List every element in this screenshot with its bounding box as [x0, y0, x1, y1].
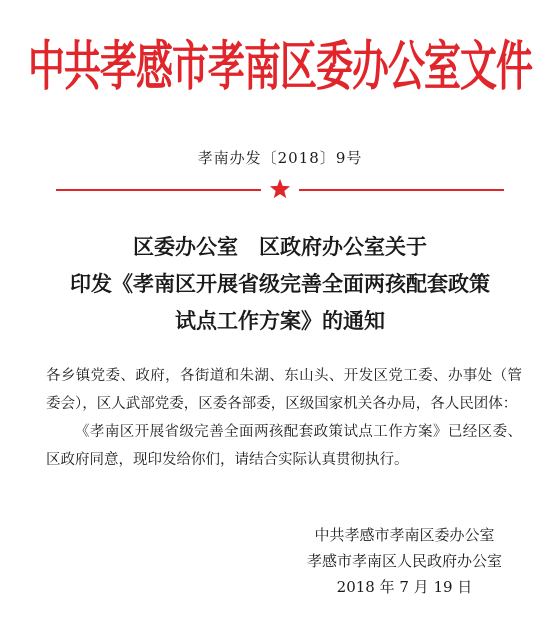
notice-title-line-2: 印发《孝南区开展省级完善全面两孩配套政策	[70, 271, 490, 296]
notice-title-line-1: 区委办公室 区政府办公室关于	[133, 234, 427, 259]
signature-date: 2018 年 7 月 19 日	[336, 578, 473, 596]
divider-line-left	[56, 189, 261, 191]
signature-block	[307, 522, 502, 600]
main-paragraph: 《孝南区开展省级完善全面两孩配套政策试点工作方案》已经区委、区政府同意，现印发给你们，请结合实际认真贯彻执行。	[46, 424, 522, 468]
recipients-paragraph: 各乡镇党委、政府，各街道和朱湖、东山头、开发区党工委、办事处（管委会），区人武部党委，区委各部委，区级国家机关各办局，各人民团体：	[46, 368, 522, 412]
document-number: 孝南办发〔2018〕9号	[197, 149, 363, 167]
star-icon	[269, 178, 291, 200]
notice-body	[46, 362, 522, 474]
red-divider	[56, 178, 504, 202]
notice-title	[0, 228, 560, 339]
signature-org-1: 中共孝感市孝南区委办公室	[314, 526, 495, 544]
document-header-title: 中共孝感市孝南区委办公室文件	[28, 35, 532, 98]
notice-title-line-3: 试点工作方案》的通知	[175, 308, 385, 333]
signature-org-2: 孝感市孝南区人民政府办公室	[306, 552, 502, 570]
divider-line-right	[299, 189, 504, 191]
